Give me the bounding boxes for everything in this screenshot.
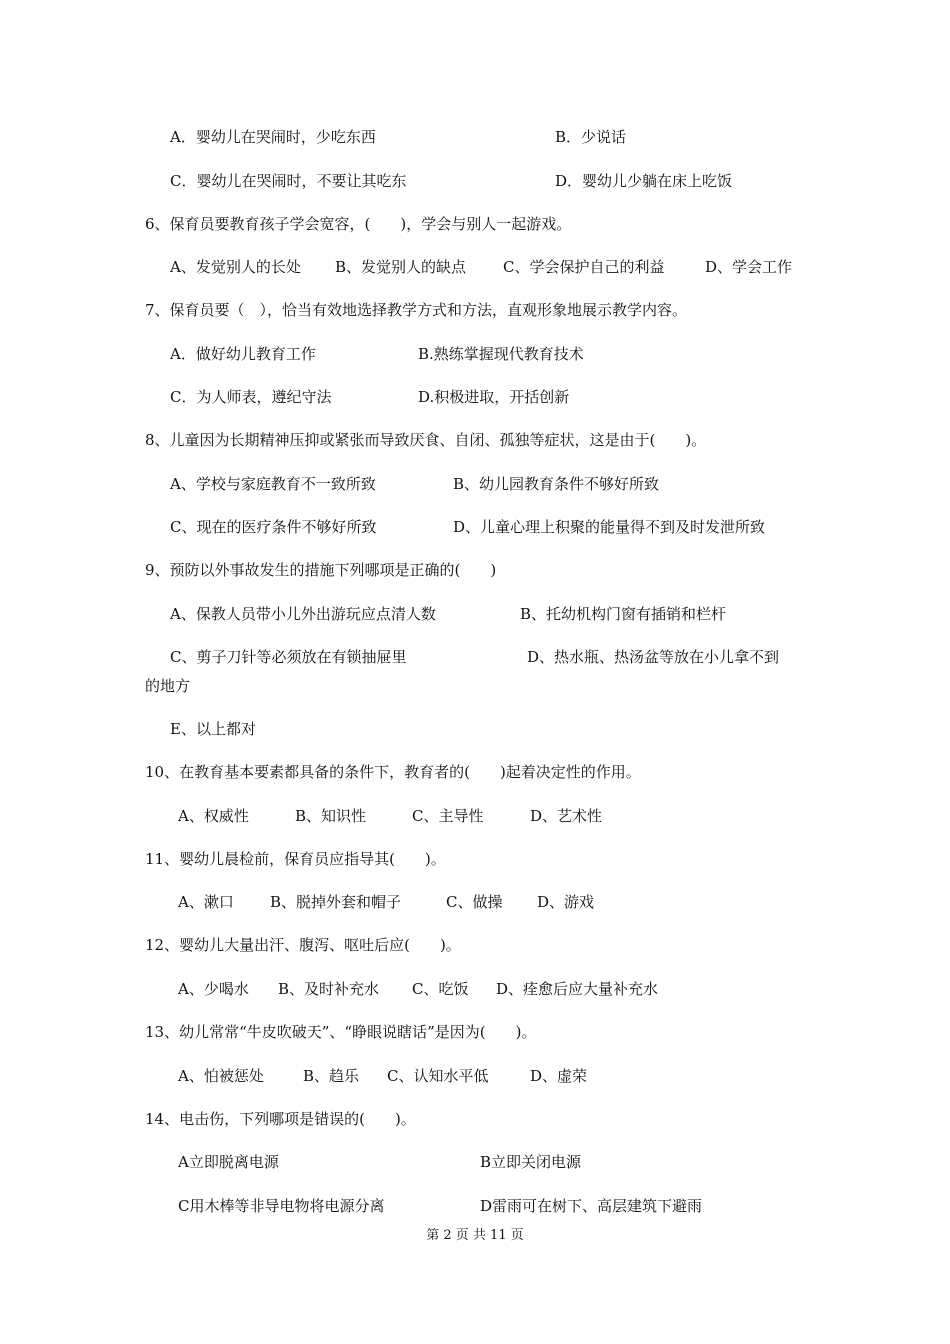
q8-option-b: B、幼儿园教育条件不够好所致 bbox=[453, 475, 660, 493]
q14-option-b: B立即关闭电源 bbox=[480, 1153, 582, 1171]
question-14: 14、电击伤，下列哪项是错误的( )。 bbox=[145, 1110, 416, 1128]
q14-option-c: C用木棒等非导电物将电源分离 bbox=[178, 1197, 385, 1215]
q14-option-a: A立即脱离电源 bbox=[178, 1153, 279, 1171]
q9-option-e: E、以上都对 bbox=[170, 720, 256, 738]
q8-option-d: D、儿童心理上积聚的能量得不到及时发泄所致 bbox=[453, 518, 766, 536]
q6-option-d: D、学会工作 bbox=[705, 258, 793, 276]
q7-option-d: D.积极进取，开括创新 bbox=[418, 388, 570, 406]
q14-option-d: D雷雨可在树下、高层建筑下避雨 bbox=[480, 1197, 703, 1215]
q11-option-b: B、脱掉外套和帽子 bbox=[270, 893, 402, 911]
prev-option-c: C．婴幼儿在哭闹时，不要让其吃东 bbox=[170, 172, 407, 190]
q7-option-c: C．为人师表，遵纪守法 bbox=[170, 388, 332, 406]
q10-option-c: C、主导性 bbox=[412, 807, 484, 825]
question-11: 11、婴幼儿晨检前，保育员应指导其( )。 bbox=[145, 850, 446, 868]
question-10: 10、在教育基本要素都具备的条件下，教育者的( )起着决定性的作用。 bbox=[145, 763, 641, 781]
question-8: 8、儿童因为长期精神压抑或紧张而导致厌食、自闭、孤独等症状，这是由于( )。 bbox=[145, 431, 707, 449]
q7-option-b: B.熟练掌握现代教育技术 bbox=[418, 345, 584, 363]
q12-option-a: A、少喝水 bbox=[178, 980, 249, 998]
question-12: 12、婴幼儿大量出汗、腹泻、呕吐后应( )。 bbox=[145, 936, 461, 954]
page-number: 第 2 页 共 11 页 bbox=[426, 1228, 524, 1243]
q12-option-c: C、吃饭 bbox=[412, 980, 469, 998]
q9-option-d: D、热水瓶、热汤盆等放在小儿拿不到 bbox=[527, 648, 780, 666]
q9-option-d-continued: 的地方 bbox=[145, 677, 191, 695]
q8-option-c: C、现在的医疗条件不够好所致 bbox=[170, 518, 377, 536]
prev-option-a: A．婴幼儿在哭闹时，少吃东西 bbox=[170, 128, 376, 146]
q13-option-d: D、虚荣 bbox=[530, 1067, 588, 1085]
q13-option-b: B、趋乐 bbox=[303, 1067, 360, 1085]
question-6: 6、保育员要教育孩子学会宽容，( )，学会与别人一起游戏。 bbox=[145, 215, 572, 233]
q7-option-a: A．做好幼儿教育工作 bbox=[170, 345, 316, 363]
q11-option-d: D、游戏 bbox=[537, 893, 595, 911]
q6-option-a: A、发觉别人的长处 bbox=[170, 258, 301, 276]
q9-option-a: A、保教人员带小儿外出游玩应点清人数 bbox=[170, 605, 436, 623]
q10-option-b: B、知识性 bbox=[295, 807, 367, 825]
q11-option-c: C、做操 bbox=[446, 893, 503, 911]
q10-option-d: D、艺术性 bbox=[530, 807, 603, 825]
question-7: 7、保育员要（ ），恰当有效地选择教学方式和方法，直观形象地展示教学内容。 bbox=[145, 301, 688, 319]
q9-option-c: C、剪子刀针等必须放在有锁抽屉里 bbox=[170, 648, 407, 666]
question-9: 9、预防以外事故发生的措施下列哪项是正确的( ) bbox=[145, 561, 497, 579]
prev-option-b: B．少说话 bbox=[555, 128, 627, 146]
q13-option-a: A、怕被惩处 bbox=[178, 1067, 264, 1085]
q13-option-c: C、认知水平低 bbox=[387, 1067, 489, 1085]
prev-option-d: D．婴幼儿少躺在床上吃饭 bbox=[555, 172, 733, 190]
q6-option-b: B、发觉别人的缺点 bbox=[335, 258, 467, 276]
q11-option-a: A、漱口 bbox=[178, 893, 234, 911]
q9-option-b: B、托幼机构门窗有插销和栏杆 bbox=[520, 605, 727, 623]
q6-option-c: C、学会保护自己的利益 bbox=[503, 258, 665, 276]
q12-option-d: D、痊愈后应大量补充水 bbox=[496, 980, 659, 998]
question-13: 13、幼儿常常“牛皮吹破天”、“睁眼说瞎话”是因为( )。 bbox=[145, 1023, 537, 1041]
q8-option-a: A、学校与家庭教育不一致所致 bbox=[170, 475, 376, 493]
q10-option-a: A、权威性 bbox=[178, 807, 249, 825]
q12-option-b: B、及时补充水 bbox=[278, 980, 380, 998]
